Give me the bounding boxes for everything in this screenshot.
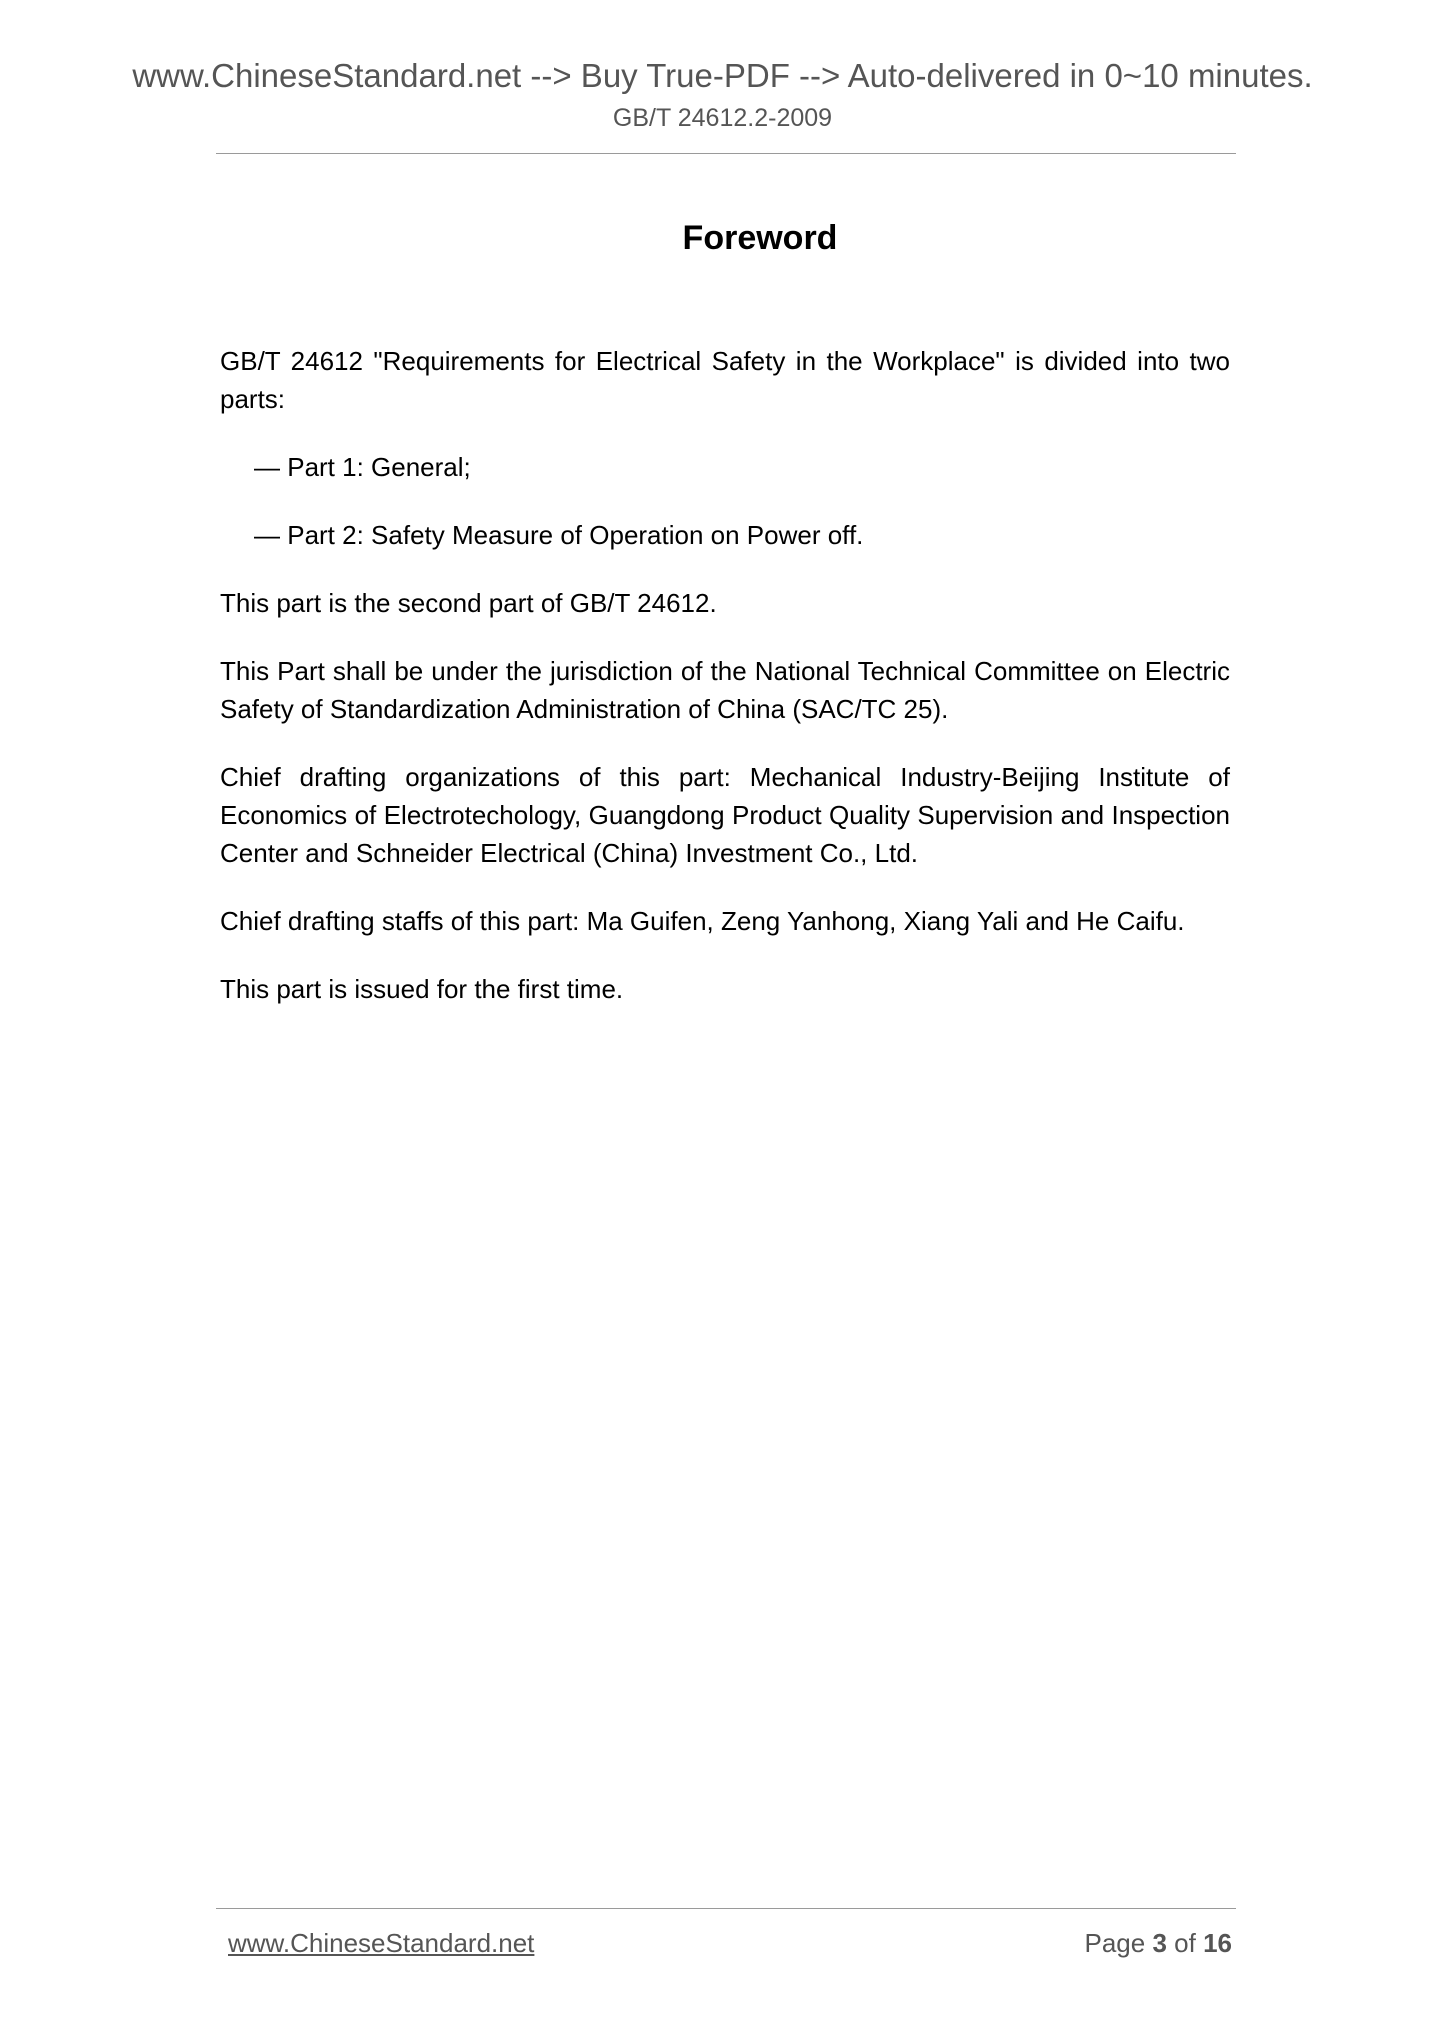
paragraph-second-part: This part is the second part of GB/T 24612. bbox=[220, 588, 717, 618]
page-indicator bbox=[1084, 1923, 1232, 1963]
page-total: 16 bbox=[1203, 1928, 1232, 1958]
footer-site-link[interactable]: www.ChineseStandard.net bbox=[228, 1928, 535, 1958]
footer-divider bbox=[216, 1908, 1236, 1909]
intro-paragraph: GB/T 24612 "Requirements for Electrical Safety in the Workplace" is divided into two parts: bbox=[220, 346, 1230, 414]
page-header bbox=[0, 56, 1445, 134]
paragraph-drafting-staffs: Chief drafting staffs of this part: Ma Guifen, Zeng Yanhong, Xiang Yali and He Caifu. bbox=[220, 906, 1185, 936]
page-title: Foreword bbox=[682, 219, 838, 257]
page-footer bbox=[228, 1923, 1232, 1963]
header-promo-text: www.ChineseStandard.net --> Buy True-PDF --> Auto-delivered in 0~10 minutes. bbox=[132, 57, 1313, 94]
paragraph-first-issue: This part is issued for the first time. bbox=[220, 974, 624, 1004]
paragraph-drafting-organizations: Chief drafting organizations of this part: Mechanical Industry-Beijing Institute of Economics of Electrotechology, Guangdong Product Quality Supervision and Inspection Center and Schneider Electrical (China) Investment Co., Ltd. bbox=[220, 762, 1230, 868]
document-body bbox=[220, 342, 1230, 1038]
paragraph-jurisdiction: This Part shall be under the jurisdiction of the National Technical Committee on Electric Safety of Standardization Administration of China (SAC/TC 25). bbox=[220, 656, 1230, 724]
list-item-part-1: — Part 1: General; bbox=[254, 452, 471, 482]
page-current: 3 bbox=[1152, 1928, 1167, 1958]
page-of: of bbox=[1174, 1928, 1196, 1958]
header-standard-code: GB/T 24612.2-2009 bbox=[612, 104, 833, 132]
header-divider bbox=[216, 153, 1236, 154]
list-item-part-2: — Part 2: Safety Measure of Operation on Power off. bbox=[254, 520, 864, 550]
page-prefix: Page bbox=[1084, 1928, 1146, 1958]
